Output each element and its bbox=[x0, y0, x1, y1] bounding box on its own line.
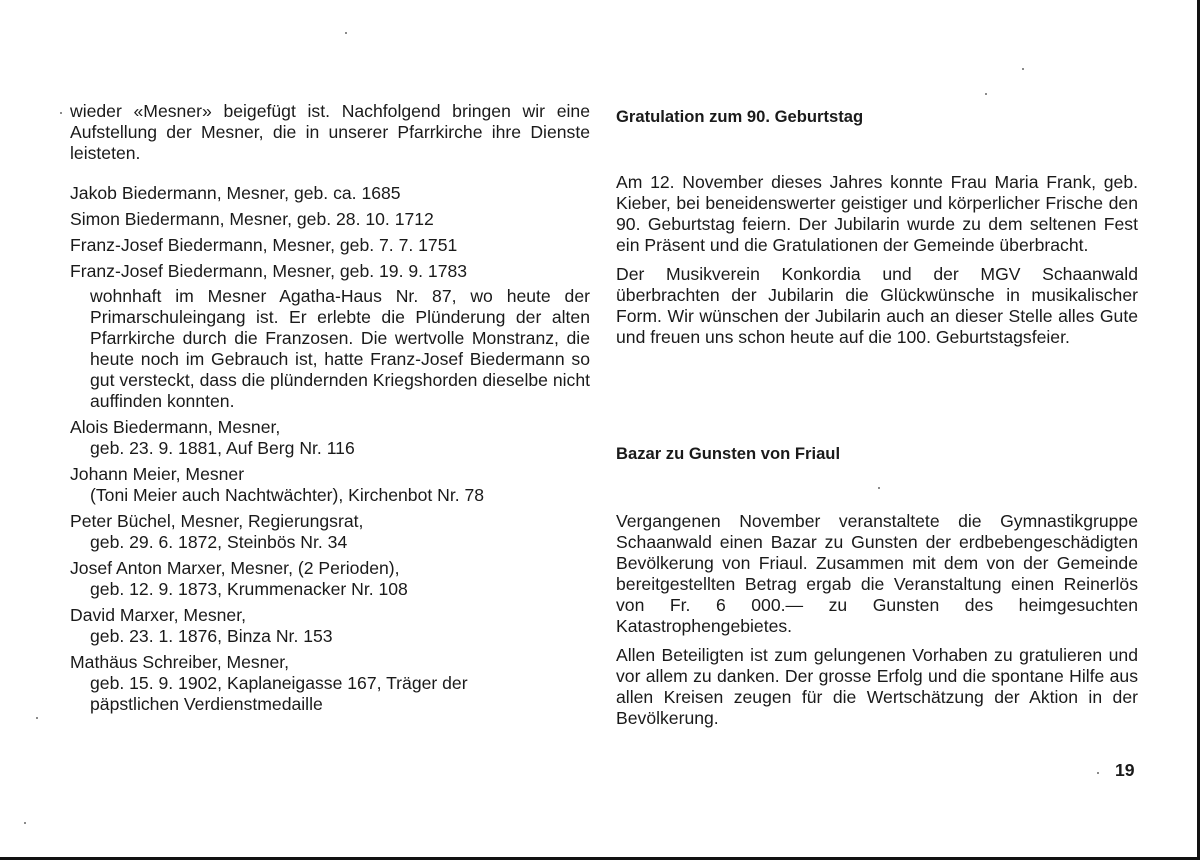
scan-speck bbox=[36, 717, 38, 719]
list-item: Jakob Biedermann, Mesner, geb. ca. 1685 bbox=[70, 183, 401, 203]
scan-speck bbox=[24, 822, 26, 824]
list-item: Franz-Josef Biedermann, Mesner, geb. 19. 9. 1783 wohnhaft im Mesner Agatha-Haus Nr. 87, wo heute der Primarschuleingang ist. Er erlebte die Plünderung der alten Pfarrkirche durch die Franzosen. Die wertvolle Monstranz, die heute noch im Gebrauch ist, hatte Franz-Josef Biedermann so gut versteckt, dass die plündernden Kriegshorden dieselbe nicht auffinden konnten. bbox=[70, 261, 590, 411]
page-number: 19 bbox=[1115, 760, 1135, 780]
list-item: Peter Büchel, Mesner, Regierungsrat, geb. 29. 6. 1872, Steinbös Nr. 34 bbox=[70, 511, 364, 552]
mesner-list bbox=[70, 183, 590, 715]
left-column bbox=[70, 101, 590, 715]
list-item: Johann Meier, Mesner (Toni Meier auch Nachtwächter), Kirchenbot Nr. 78 bbox=[70, 464, 485, 505]
section-body-gratulation bbox=[616, 172, 1138, 348]
intro-paragraph: wieder «Mesner» beigefügt ist. Nachfolgend bringen wir eine Aufstellung der Mesner, die in unserer Pfarrkirche ihre Dienste leisteten. bbox=[70, 101, 590, 163]
paragraph: Der Musikverein Konkordia und der MGV Schaanwald überbrachten der Jubilarin die Glückwünsche in musikalischer Form. Wir wünschen der Jubilarin auch an dieser Stelle alles Gute und freuen uns schon heute auf die 100. Geburtstagsfeier. bbox=[616, 264, 1138, 347]
section-body-bazar bbox=[616, 511, 1138, 729]
list-item: Franz-Josef Biedermann, Mesner, geb. 7. 7. 1751 bbox=[70, 235, 458, 255]
scan-speck bbox=[878, 487, 880, 489]
paragraph: Vergangenen November veranstaltete die Gymnastikgruppe Schaanwald einen Bazar zu Gunsten der erdbebengeschädigten Bevölkerung von Friaul. Zusammen mit dem von der Gemeinde bereitgestellten Betrag ergab die Veranstaltung einen Reinerlös von Fr. 6 000.— zu Gunsten des heimgesuchten Katastrophengebietes. bbox=[616, 511, 1138, 636]
section-heading-gratulation: Gratulation zum 90. Geburtstag bbox=[616, 107, 864, 126]
list-item: Josef Anton Marxer, Mesner, (2 Perioden), geb. 12. 9. 1873, Krummenacker Nr. 108 bbox=[70, 558, 408, 599]
list-item: Simon Biedermann, Mesner, geb. 28. 10. 1712 bbox=[70, 209, 434, 229]
scan-speck bbox=[985, 93, 987, 95]
scan-speck bbox=[1022, 68, 1024, 70]
scan-speck bbox=[345, 32, 347, 34]
paragraph: Allen Beteiligten ist zum gelungenen Vorhaben zu gratulieren und vor allem zu danken. Der grosse Erfolg und die spontane Hilfe aus allen Kreisen zeugen für die Wertschätzung der Aktion in der Bevölkerung. bbox=[616, 645, 1138, 728]
section-heading-bazar: Bazar zu Gunsten von Friaul bbox=[616, 444, 841, 463]
scan-speck bbox=[1097, 772, 1099, 774]
list-item: Alois Biedermann, Mesner, geb. 23. 9. 1881, Auf Berg Nr. 116 bbox=[70, 417, 355, 458]
list-item: Mathäus Schreiber, Mesner, geb. 15. 9. 1902, Kaplaneigasse 167, Träger der päpstlichen Verdienstmedaille bbox=[70, 652, 468, 714]
list-item: David Marxer, Mesner, geb. 23. 1. 1876, Binza Nr. 153 bbox=[70, 605, 333, 646]
scan-speck bbox=[60, 112, 62, 114]
entry-detail: wohnhaft im Mesner Agatha-Haus Nr. 87, wo heute der Primarschuleingang ist. Er erlebte die Plünderung der alten Pfarrkirche durch die Franzosen. Die wertvolle Monstranz, die heute noch im Gebrauch ist, hatte Franz-Josef Biedermann so gut versteckt, dass die plündernden Kriegshorden dieselbe nicht auffinden konnten. bbox=[90, 286, 590, 411]
paragraph: Am 12. November dieses Jahres konnte Frau Maria Frank, geb. Kieber, bei beneidenswerter geistiger und körperlicher Frische den 90. Geburtstag feiern. Der Jubilarin wurde zu dem seltenen Fest ein Präsent und die Gratulationen der Gemeinde überbracht. bbox=[616, 172, 1138, 255]
